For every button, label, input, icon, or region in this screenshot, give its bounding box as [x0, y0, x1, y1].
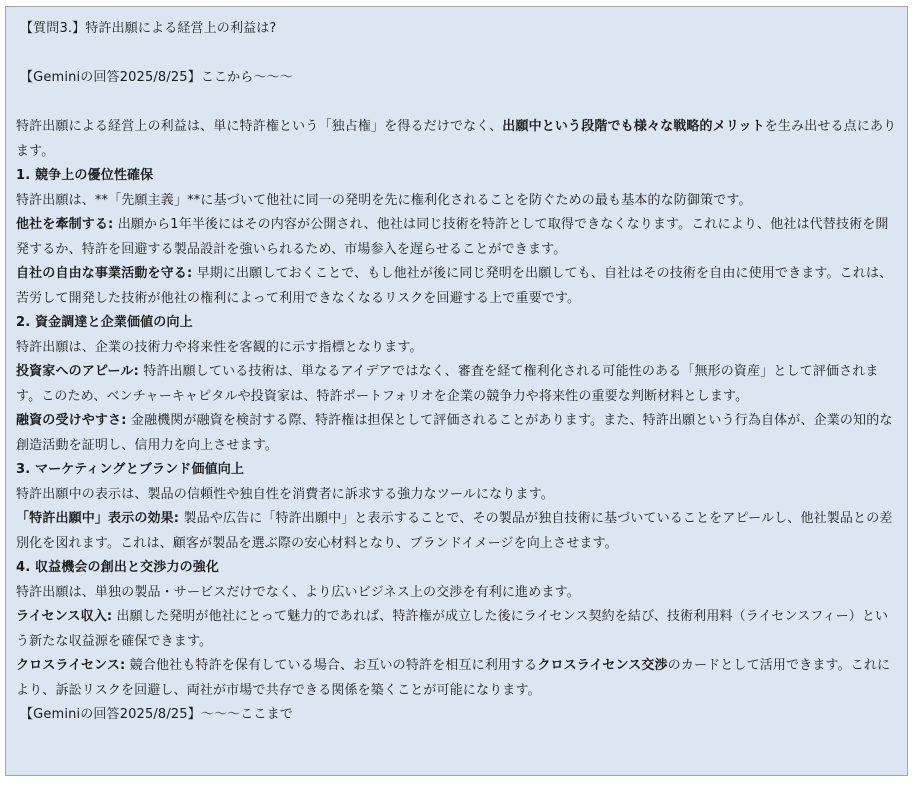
section-lead: 特許出願は、単独の製品・サービスだけでなく、より広いビジネス上の交渉を有利に進めます。 [16, 584, 580, 600]
section-heading: 2. 資金調達と企業価値の向上 [16, 315, 193, 330]
item-text: 競合他社も特許を保有している場合、お互いの特許を相互に利用する [125, 658, 538, 673]
item-text: 出願から1年半後にはその内容が公開され、他社は同じ技術を特許として取得できなくなります。これにより、他社は代替技術を開発するか、特許を回避する製品設計を強いられるため、市場参入を遅らせることができます。 [16, 217, 889, 257]
item-title: 投資家へのアピール: [16, 364, 139, 379]
section-lead: 特許出願中の表示は、製品の信頼性や独自性を消費者に訴求する強力なツールになります。 [16, 486, 554, 502]
list-item [16, 605, 897, 654]
item-text: 金融機関が融資を検討する際、特許権は担保として評価されることがあります。また、特許出願という行為自体が、企業の知的な創造活動を証明し、信用力を向上させます。 [16, 413, 893, 453]
list-item [16, 409, 897, 458]
item-title: ライセンス収入: [16, 609, 113, 624]
list-item [16, 262, 897, 311]
spacer [16, 42, 897, 67]
item-title: 他社を牽制する: [16, 217, 114, 232]
section-lead: 特許出願は、企業の技術力や将来性を客観的に示す指標となります。 [16, 339, 423, 355]
section-heading: 4. 収益機会の創出と交渉力の強化 [16, 560, 220, 575]
item-text-end: のカードとして活用できます。これにより、訴訟リスクを回避し、両社が市場で共存できる関係を築くことが可能になります。 [16, 658, 891, 698]
item-text: 製品や広告に「特許出願中」と表示することで、その製品が独自技術に基づいていることをアピールし、他社製品との差別化を図れます。これは、顧客が製品を選ぶ際の安心材料となり、ブランドイメージを向上させます。 [16, 511, 893, 551]
spacer [16, 91, 897, 116]
intro-text-end: を生み出せる点にあります。 [16, 119, 897, 159]
list-item [16, 213, 897, 262]
list-item [16, 654, 897, 703]
list-item [16, 507, 897, 556]
list-item [16, 360, 897, 409]
item-text: 出願した発明が他社にとって魅力的であれば、特許権が成立した後にライセンス契約を結び、技術利用料（ライセンスフィー）という新たな収益源を確保できます。 [16, 609, 889, 649]
intro-paragraph [16, 115, 897, 164]
intro-emphasis: 出願中という段階でも様々な戦略的メリット [502, 119, 765, 134]
item-title: 自社の自由な事業活動を守る: [16, 266, 193, 281]
intro-text: 特許出願による経営上の利益は、単に特許権という「独占権」を得るだけでなく、 [16, 119, 503, 134]
item-title: クロスライセンス: [16, 658, 126, 673]
item-title: 「特許出願中」表示の効果: [16, 511, 180, 526]
item-text: 早期に出願しておくことで、もし他社が後に同じ発明を出願しても、自社はその技術を自由に使用できます。これは、苦労して開発した技術が他社の権利によって利用できなくなるリスクを回避する上で重要です。 [16, 266, 893, 306]
section-heading: 1. 競争上の優位性確保 [16, 168, 154, 183]
answer-end-marker: 【Geminiの回答2025/8/25】〜〜〜ここまで [20, 707, 293, 722]
item-text: 特許出願している技術は、単なるアイデアではなく、審査を経て権利化される可能性のある「無形の資産」として評価されます。このため、ベンチャーキャピタルや投資家は、特許ポートフォリオを企業の競争力や将来性の重要な判断材料とします。 [16, 364, 879, 404]
answer-document [5, 6, 908, 776]
question-heading: 【質問3.】特許出願による経営上の利益は? [20, 21, 277, 36]
item-title: 融資の受けやすさ: [16, 413, 127, 428]
item-emphasis: クロスライセンス交渉 [537, 658, 668, 673]
section-heading: 3. マーケティングとブランド価値向上 [16, 462, 245, 477]
answer-start-marker: 【Geminiの回答2025/8/25】ここから〜〜〜 [20, 70, 293, 85]
section-lead: 特許出願は、**「先願主義」**に基づいて他社に同一の発明を先に権利化されることを防ぐための最も基本的な防御策です。 [16, 192, 752, 208]
